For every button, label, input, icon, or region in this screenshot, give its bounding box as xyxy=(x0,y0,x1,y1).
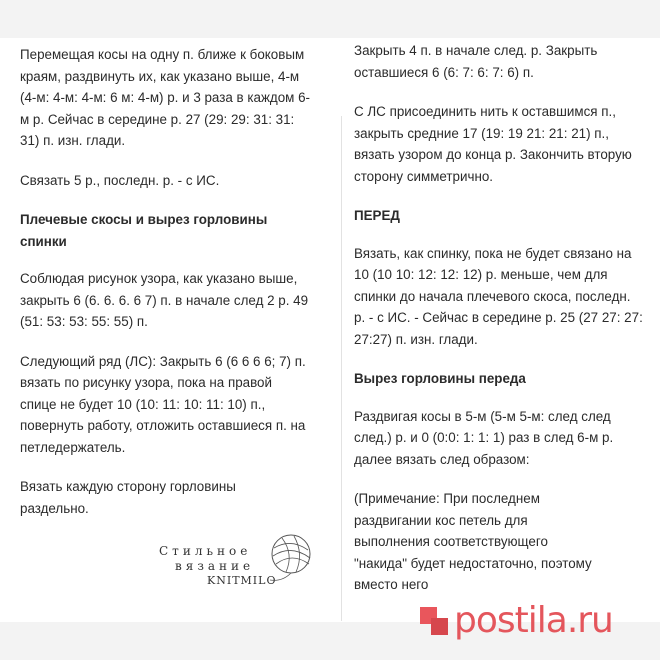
left-paragraph-2: Связать 5 р., последн. р. - с ИС. xyxy=(20,172,220,188)
postila-watermark-text: postila.ru xyxy=(454,600,613,641)
left-paragraph-5: Вязать каждую сторону горловины раздельно. xyxy=(20,479,236,516)
column-divider xyxy=(341,116,342,621)
logo-line-1: Стильное xyxy=(159,544,252,558)
logo-brand: KNITMILO xyxy=(207,574,277,587)
yarn-ball-icon xyxy=(268,528,314,588)
left-paragraph-1: Перемещая косы на одну п. ближе к боковым краям, раздвинуть их, как указано выше, 4-м (4-м: 4-м: 4-м: 6 м: 4-м) р. и 3 раза в каждом 6-м р. Сейчас в середине р. 27 (29: 29: 31: 31: 31) п. изн. глади. xyxy=(20,47,311,148)
postila-logo-icon xyxy=(420,607,448,635)
left-column xyxy=(20,44,312,537)
right-heading-front-neckline: Вырез горловины переда xyxy=(354,371,526,386)
left-heading-shoulders: Плечевые скосы и вырез горловины спинки xyxy=(20,212,268,249)
right-column xyxy=(354,40,644,614)
knitmilo-logo xyxy=(155,528,315,598)
right-paragraph-1: Закрыть 4 п. в начале след. р. Закрыть оставшиеся 6 (6: 7: 6: 7: 6) п. xyxy=(354,43,598,80)
right-paragraph-5: (Примечание: При последнем раздвигании кос петель для выполнения соответствующего "накида" будет недостаточно, поэтому вместо него xyxy=(354,491,592,592)
right-paragraph-4: Раздвигая косы в 5-м (5-м 5-м: след след след.) р. и 0 (0:0: 1: 1: 1) раз в след 6-м р. далее вязать след образом: xyxy=(354,408,614,467)
left-paragraph-3: Соблюдая рисунок узора, как указано выше, закрыть 6 (6. 6. 6. 6 7) п. в начале след 2 р. 49 (51: 53: 53: 55: 55) п. xyxy=(20,271,309,329)
postila-watermark xyxy=(420,600,613,641)
right-paragraph-2: С ЛС присоединить нить к оставшимся п., закрыть средние 17 (19: 19 21: 21: 21) п., вязать узором до конца р. Закончить вторую сторону симметрично. xyxy=(354,104,632,184)
left-paragraph-4: Следующий ряд (ЛС): Закрыть 6 (6 6 6 6; 7) п. вязать по рисунку узора, пока на правой спице не будет 10 (10: 11: 10: 11: 10) п., повернуть работу, отложить оставшиеся п. на петледержатель. xyxy=(20,353,306,455)
right-heading-front: ПЕРЕД xyxy=(354,208,400,223)
logo-line-2: вязание xyxy=(175,559,255,573)
right-paragraph-3: Вязать, как спинку, пока не будет связано на 10 (10 10: 12: 12: 12) р. меньше, чем для спинки до начала плечевого скоса, последн. р. - с ИС. - Сейчас в середине р. 25 (27 27: 27: 27:27) п. изн. глади. xyxy=(354,245,643,347)
